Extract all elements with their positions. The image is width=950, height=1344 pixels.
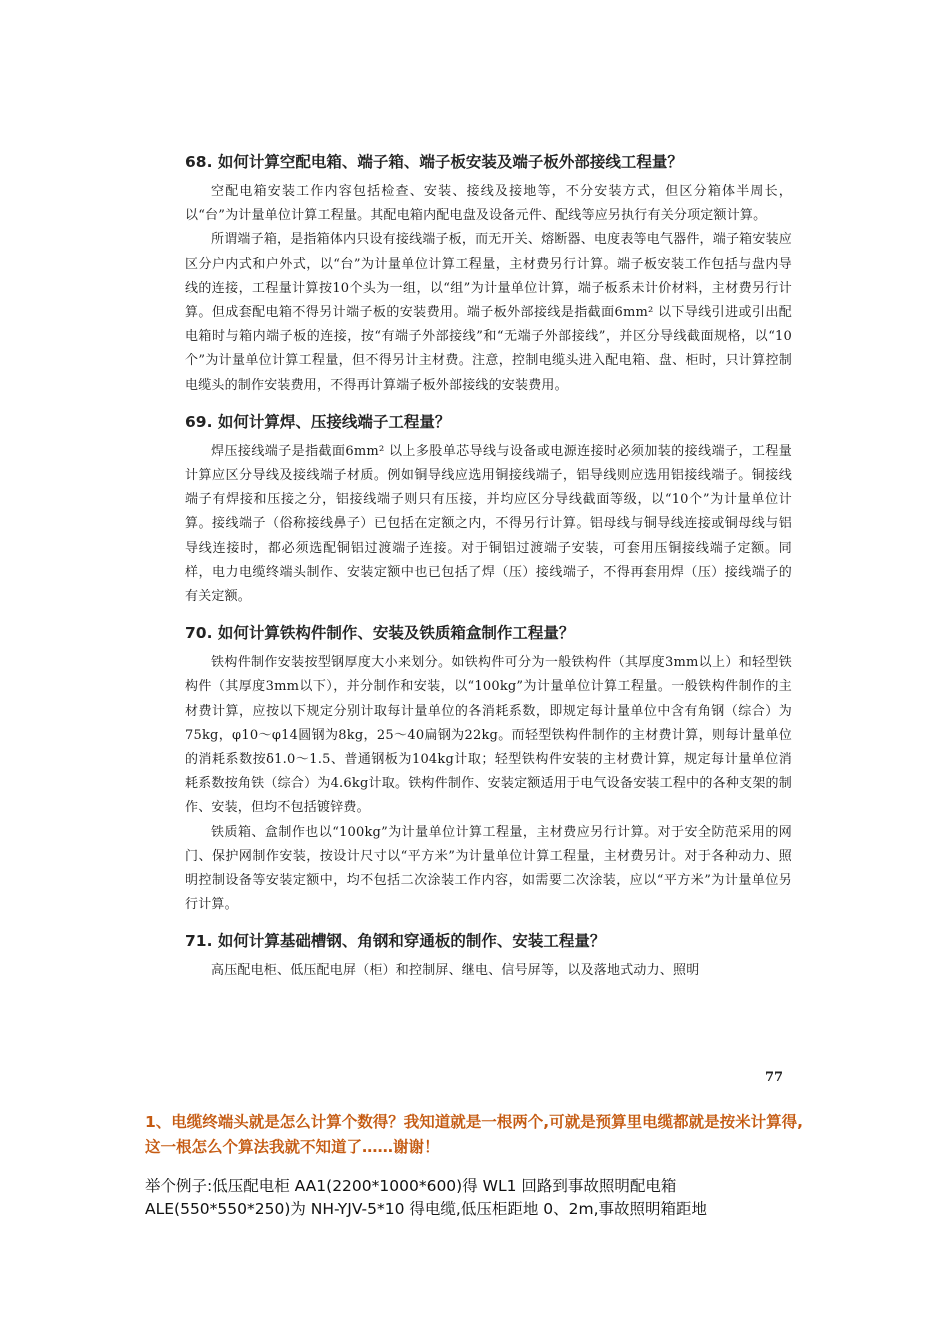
example-text: 举个例子:低压配电柜 AA1(2200*1000*600)得 WL1 回路到事故照明配电箱 ALE(550*550*250)为 NH-YJV-5*10 得电缆,低压柜距地 0、2m,事故照明箱距地 <box>145 1177 708 1218</box>
scanned-book-page <box>185 150 792 984</box>
page-number: 77 <box>765 1070 784 1085</box>
paragraph: 所谓端子箱，是指箱体内只设有接线端子板，而无开关、熔断器、电度表等电气器件，端子箱安装应区分户内式和户外式，以“台”为计量单位计算工程量，主材费另行计算。端子板安装工作包括与盘内导线的连接，工程量计算按10个头为一组，以“组”为计量单位计算，端子板系未计价材料，主材费另行计算。但成套配电箱不得另计端子板的安装费用。端子板外部接线是指截面6mm² 以下导线引进或引出配电箱时与箱内端子板的连接，按“有端子外部接线”和“无端子外部接线”，并区分导线截面规格，以“10个”为计量单位计算工程量，但不得另计主材费。注意，控制电缆头进入配电箱、盘、柜时，只计算控制电缆头的制作安装费用，不得再计算端子板外部接线的安装费用。 <box>185 232 792 393</box>
paragraph: 铁质箱、盒制作也以“100kg”为计量单位计算工程量，主材费应另行计算。对于安全防范采用的网门、保护网制作安装，按设计尺寸以“平方米”为计量单位计算工程量，主材费另计。对于各种动力、照明控制设备等安装定额中，均不包括二次涂装工作内容，如需要二次涂装，应以“平方米”为计量单位另行计算。 <box>185 824 792 913</box>
section-heading-69: 69. 如何计算焊、压接线端子工程量？ <box>185 412 451 431</box>
section-heading-68: 68. 如何计算空配电箱、端子箱、端子板安装及端子板外部接线工程量？ <box>185 153 683 171</box>
section-heading-71: 71. 如何计算基础槽钢、角钢和穿通板的制作、安装工程量？ <box>185 932 606 951</box>
paragraph: 高压配电柜、低压配电屏（柜）和控制屏、继电、信号屏等，以及落地式动力、照明 <box>211 963 700 979</box>
paragraph: 焊压接线端子是指截面6mm² 以上多股单芯导线与设备或电源连接时必须加装的接线端子，工程量计算应区分导线及接线端子材质。例如铜导线应选用铜接线端子，铝导线则应选用铝接线端子。铜接线端子有焊接和压接之分，铝接线端子则只有压接，并均应区分导线截面等级，以“10个”为计量单位计算。接线端子（俗称接线鼻子）已包括在定额之内，不得另行计算。铝母线与铜导线连接或铜母线与铝导线连接时，都必须选配铜铝过渡端子连接。对于铜铝过渡端子安装，可套用压铜接线端子定额。同样，电力电缆终端头制作、安装定额中也已包括了焊（压）接线端子，不得再套用焊（压）接线端子的有关定额。 <box>185 443 792 605</box>
paragraph: 铁构件制作安装按型钢厚度大小来划分。如铁构件可分为一般铁构件（其厚度3mm以上）和轻型铁构件（其厚度3mm以下），并分制作和安装，以“100kg”为计量单位计算工程量。一般铁构件制作的主材费计算，应按以下规定分别计取每计量单位的各消耗系数，即规定每计量单位中含有角钢（综合）为75kg，φ10～φ14圆钢为8kg，25～40扁钢为22kg。而轻型铁构件制作的主材费计算，则每计量单位的消耗系数按δ1.0～1.5、普通钢板为104kg计取；轻型铁构件安装的主材费计算，规定每计量单位消耗系数按角铁（综合）为4.6kg计取。铁构件制作、安装定额适用于电气设备安装工程中的各种支架的制作、安装，但均不包括镀锌费。 <box>185 655 792 816</box>
paragraph: 空配电箱安装工作内容包括检查、安装、接线及接地等，不分安装方式，但区分箱体半周长，以“台”为计量单位计算工程量。其配电箱内配电盘及设备元件、配线等应另执行有关分项定额计算。 <box>185 184 792 224</box>
question-text: 1、电缆终端头就是怎么计算个数得？我知道就是一根两个,可就是预算里电缆都就是按米计算得,这一根怎么个算法我就不知道了……谢谢！ <box>145 1113 804 1156</box>
section-heading-70: 70. 如何计算铁构件制作、安装及铁质箱盒制作工程量？ <box>185 624 575 643</box>
